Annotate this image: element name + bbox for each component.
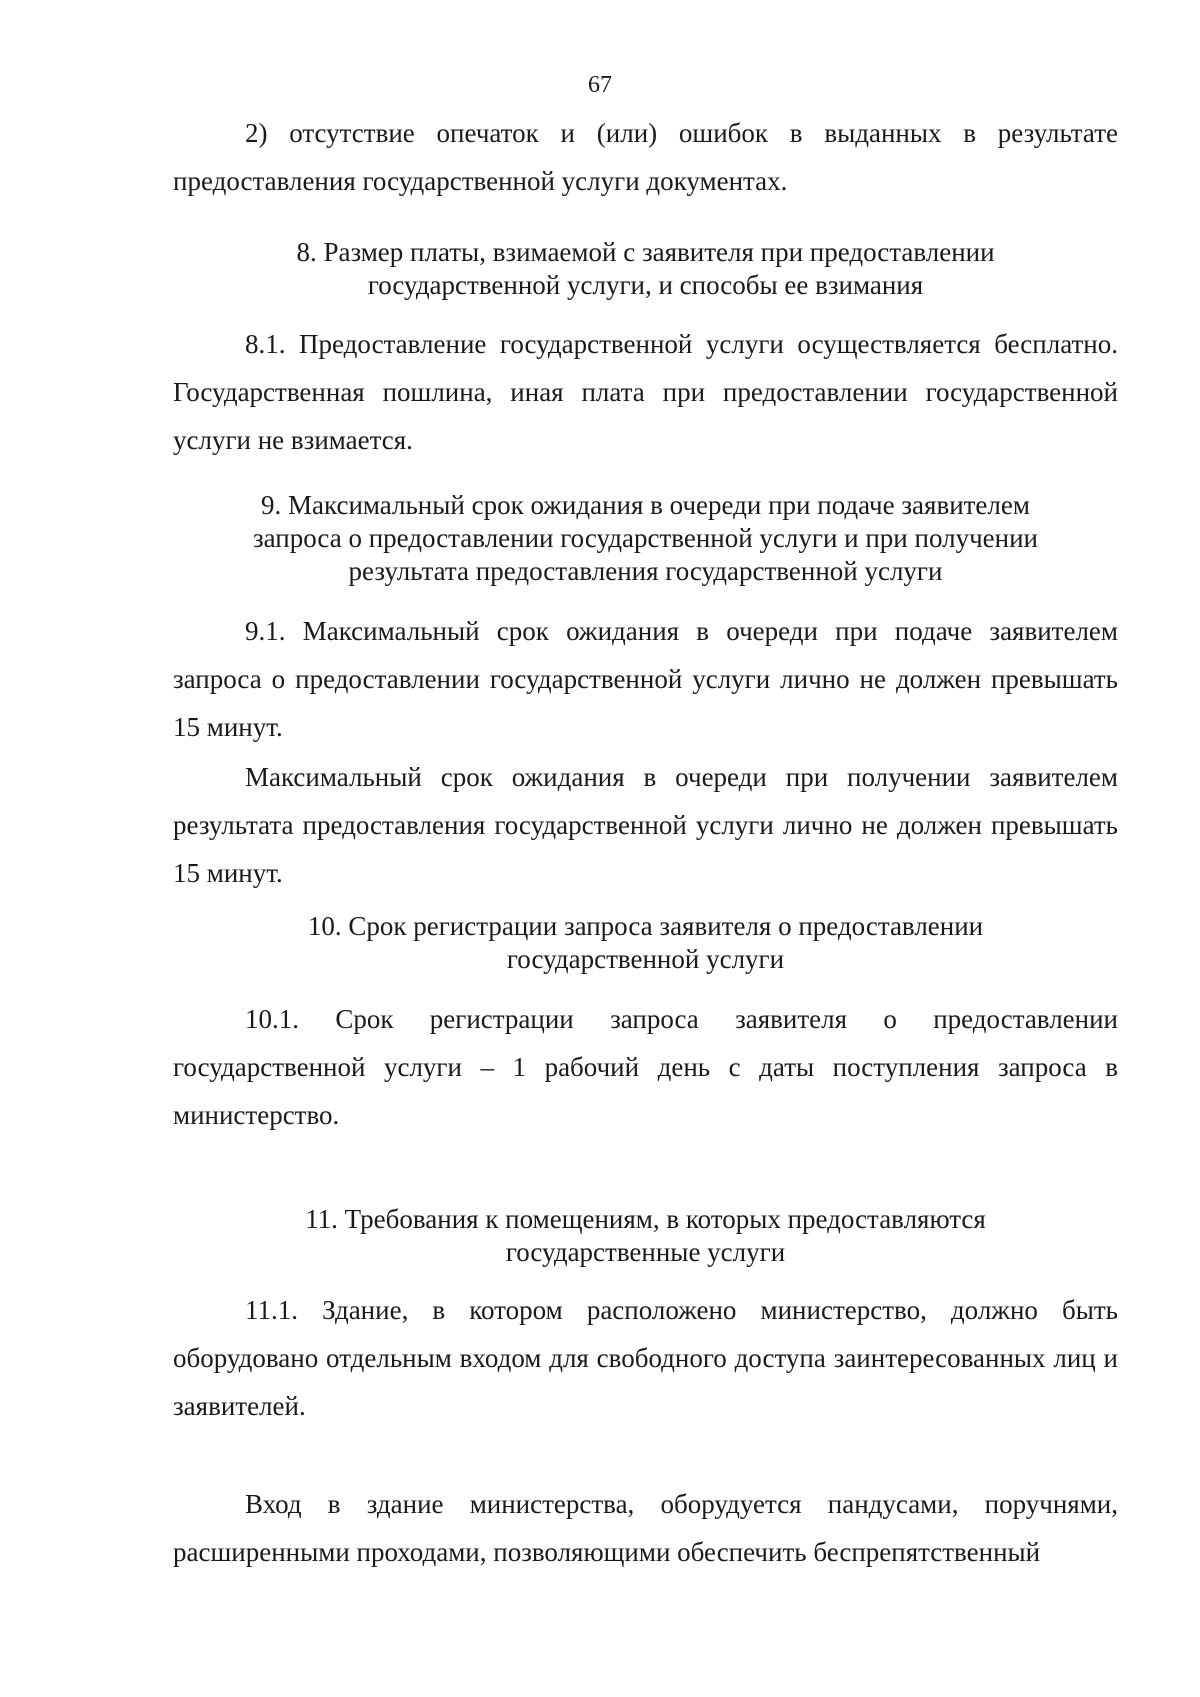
paragraph-11-1-second: Вход в здание министерства, оборудуется пандусами, поручнями, расширенными проходами, позволяющими обеспечить беспрепятственный: [173, 1489, 1118, 1567]
paragraph-10-1: 10.1. Срок регистрации запроса заявителя о предоставлении государственной услуги – 1 рабочий день с даты поступления запроса в министерство.: [173, 1004, 1118, 1130]
heading-line: запроса о предоставлении государственной услуги и при получении: [253, 523, 1038, 553]
paragraph-9-1-second: Максимальный срок ожидания в очереди при получении заявителем результата предоставления государственной услуги лично не должен превышать 15 минут.: [173, 762, 1118, 888]
section-heading-8: [173, 236, 1118, 302]
heading-line: 11. Требования к помещениям, в которых предоставляются: [305, 1204, 986, 1234]
page-number: 67: [588, 72, 612, 98]
section-heading-10: [173, 910, 1118, 976]
paragraph-2-item: 2) отсутствие опечаток и (или) ошибок в выданных в результате предоставления государственной услуги документах.: [173, 118, 1118, 196]
heading-line: результата предоставления государственной услуги: [348, 556, 943, 586]
section-heading-9: [173, 489, 1118, 588]
paragraph-11-1: 11.1. Здание, в котором расположено министерство, должно быть оборудовано отдельным входом для свободного доступа заинтересованных лиц и заявителей.: [173, 1295, 1118, 1421]
paragraph-9-1: 9.1. Максимальный срок ожидания в очереди при подаче заявителем запроса о предоставлении государственной услуги лично не должен превышать 15 минут.: [173, 616, 1118, 742]
heading-line: государственной услуги, и способы ее взимания: [367, 270, 924, 300]
heading-line: 10. Срок регистрации запроса заявителя о предоставлении: [307, 911, 984, 941]
heading-line: государственной услуги: [506, 944, 785, 974]
heading-line: государственные услуги: [505, 1237, 786, 1267]
paragraph-8-1: 8.1. Предоставление государственной услуги осуществляется бесплатно. Государственная пошлина, иная плата при предоставлении государственной услуги не взимается.: [173, 329, 1118, 455]
heading-line: 9. Максимальный срок ожидания в очереди при подаче заявителем: [261, 490, 1030, 520]
heading-line: 8. Размер платы, взимаемой с заявителя при предоставлении: [296, 237, 995, 267]
section-heading-11: [173, 1203, 1118, 1269]
